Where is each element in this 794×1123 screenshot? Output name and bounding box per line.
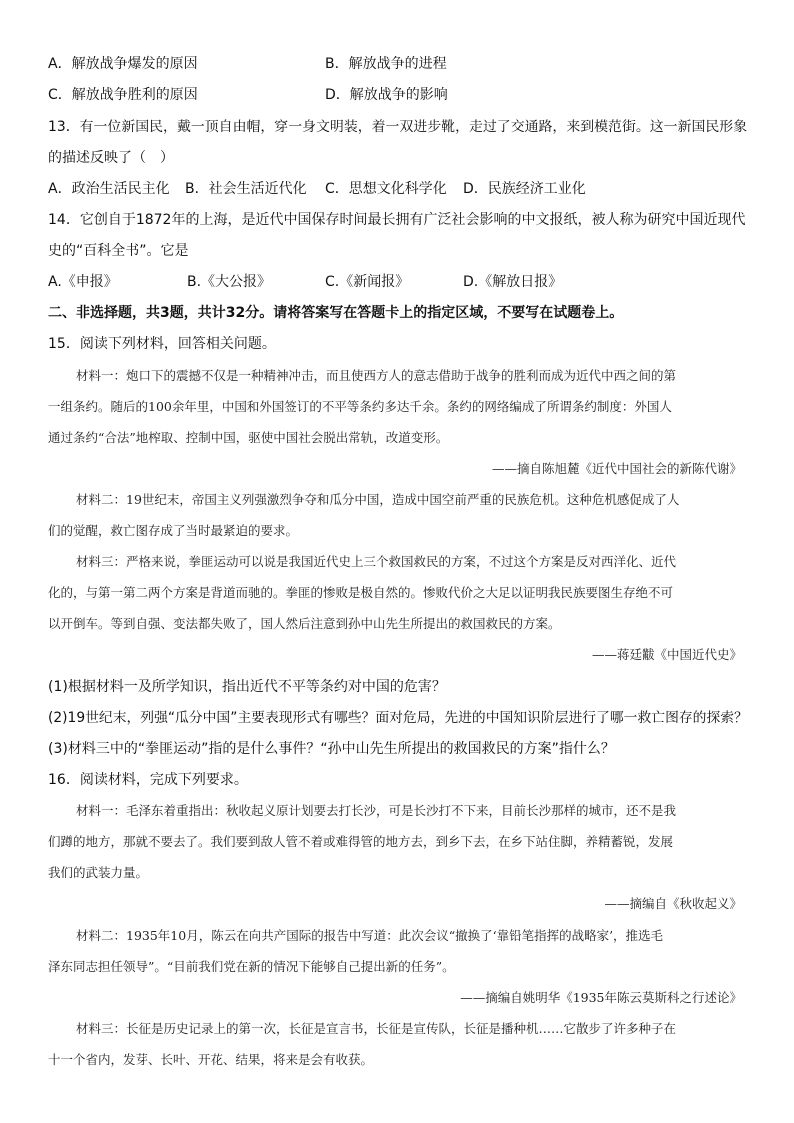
q15-material3-line1: 材料三：严格来说，拳匪运动可以说是我国近代史上三个救国救民的方案，不过这个方案是反对西洋化、近代 — [76, 554, 677, 569]
q15-stem: 15．阅读下列材料，回答相关问题。 — [48, 336, 276, 352]
section2-heading: 二、非选择题，共3题，共计32分。请将答案写在答题卡上的指定区域，不要写在试题卷上。 — [48, 305, 624, 321]
q13-option-a: A．政治生活民主化 — [48, 181, 170, 197]
q13-stem-line2: 的描述反映了（ ） — [48, 150, 174, 166]
q15-material3-source: ——蒋廷黻《中国近代史》 — [591, 647, 742, 662]
q15-sub1: (1)根据材料一及所学知识，指出近代不平等条约对中国的危害？ — [48, 679, 446, 695]
q16-material3-line2: 十一个省内，发芽、长叶、开花、结果，将来是会有收获。 — [48, 1052, 374, 1067]
q13-option-c: C．思想文化科学化 — [325, 181, 447, 197]
q14-option-b: B.《大公报》 — [187, 274, 272, 290]
q13-stem-line1: 13．有一位新国民，戴一顶自由帽，穿一身文明装，着一双进步靴，走过了交通路，来到模范街。这一新国民形象 — [48, 119, 748, 135]
q14-stem-line1: 14．它创自于1872年的上海，是近代中国保存时间最长拥有广泛社会影响的中文报纸，被人称为研究中国近现代 — [48, 212, 746, 228]
q14-option-a: A.《申报》 — [48, 274, 118, 290]
q14-option-d: D.《解放日报》 — [463, 274, 563, 290]
q13-option-b: B．社会生活近代化 — [185, 181, 307, 197]
q15-material3-line2: 化的，与第一第二两个方案是背道而驰的。拳匪的惨败是极自然的。惨败代价之大足以证明我民族要图生存绝不可 — [48, 585, 674, 600]
q16-material1-line1: 材料一：毛泽东着重指出：秋收起义原计划要去打长沙，可是长沙打不下来，目前长沙那样的城市，还不是我 — [76, 803, 677, 818]
q16-stem: 16．阅读材料，完成下列要求。 — [48, 772, 248, 788]
q16-material2-line2: 泽东同志担任领导”。“目前我们党在新的情况下能够自己提出新的任务”。 — [48, 959, 455, 974]
q15-material3-line3: 以开倒车。等到自强、变法都失败了，国人然后注意到孙中山先生所提出的救国救民的方案。 — [48, 616, 561, 631]
q15-material1-line3: 通过条约“合法”地榨取、控制中国，驱使中国社会脱出常轨，改道变形。 — [48, 430, 449, 445]
q15-material1-source: ——摘自陈旭麓《近代中国社会的新陈代谢》 — [491, 461, 742, 476]
q16-material2-source: ——摘编自姚明华《1935年陈云莫斯科之行述论》 — [460, 990, 742, 1005]
q12-option-c: C．解放战争胜利的原因 — [48, 87, 198, 103]
q16-material2-line1: 材料二：1935年10月，陈云在向共产国际的报告中写道：此次会议“撤换了‘靠铅笔指挥的战略家’，推选毛 — [76, 928, 664, 943]
q16-material3-line1: 材料三：长征是历史记录上的第一次，长征是宣言书，长征是宣传队，长征是播种机……它散步了许多种子在 — [76, 1021, 677, 1036]
q16-material1-source: ——摘编自《秋收起义》 — [604, 896, 742, 911]
q15-material1-line2: 一组条约。随后的100余年里，中国和外国签订的不平等条约多达千余。条约的网络编成了所谓条约制度：外国人 — [48, 399, 672, 414]
q15-material1-line1: 材料一：炮口下的震撼不仅是一种精神冲击，而且使西方人的意志借助于战争的胜利而成为近代中西之间的第 — [76, 368, 677, 383]
q15-material2-line2: 们的觉醒，救亡图存成了当时最紧迫的要求。 — [48, 523, 299, 538]
q14-option-c: C.《新闻报》 — [325, 274, 410, 290]
q12-option-b: B．解放战争的进程 — [325, 56, 447, 72]
q14-stem-line2: 史的“百科全书”。它是 — [48, 243, 189, 259]
q13-option-d: D．民族经济工业化 — [463, 181, 586, 197]
q12-option-d: D．解放战争的影响 — [325, 87, 448, 103]
q12-option-a: A．解放战争爆发的原因 — [48, 56, 198, 72]
q15-sub2: (2)19世纪末，列强“瓜分中国”主要表现形式有哪些？面对危局，先进的中国知识阶层进行了哪一救亡图存的探索？ — [48, 710, 748, 726]
q16-material1-line2: 们蹲的地方，那就不要去了。我们要到敌人管不着或难得管的地方去，到乡下去，在乡下站住脚，养精蓄锐，发展 — [48, 834, 674, 849]
q16-material1-line3: 我们的武装力量。 — [48, 865, 149, 880]
q15-sub3: (3)材料三中的“拳匪运动”指的是什么事件？“孙中山先生所提出的救国救民的方案”指什么？ — [48, 741, 615, 757]
q15-material2-line1: 材料二：19世纪末，帝国主义列强激烈争夺和瓜分中国，造成中国空前严重的民族危机。这种危机感促成了人 — [76, 492, 680, 507]
